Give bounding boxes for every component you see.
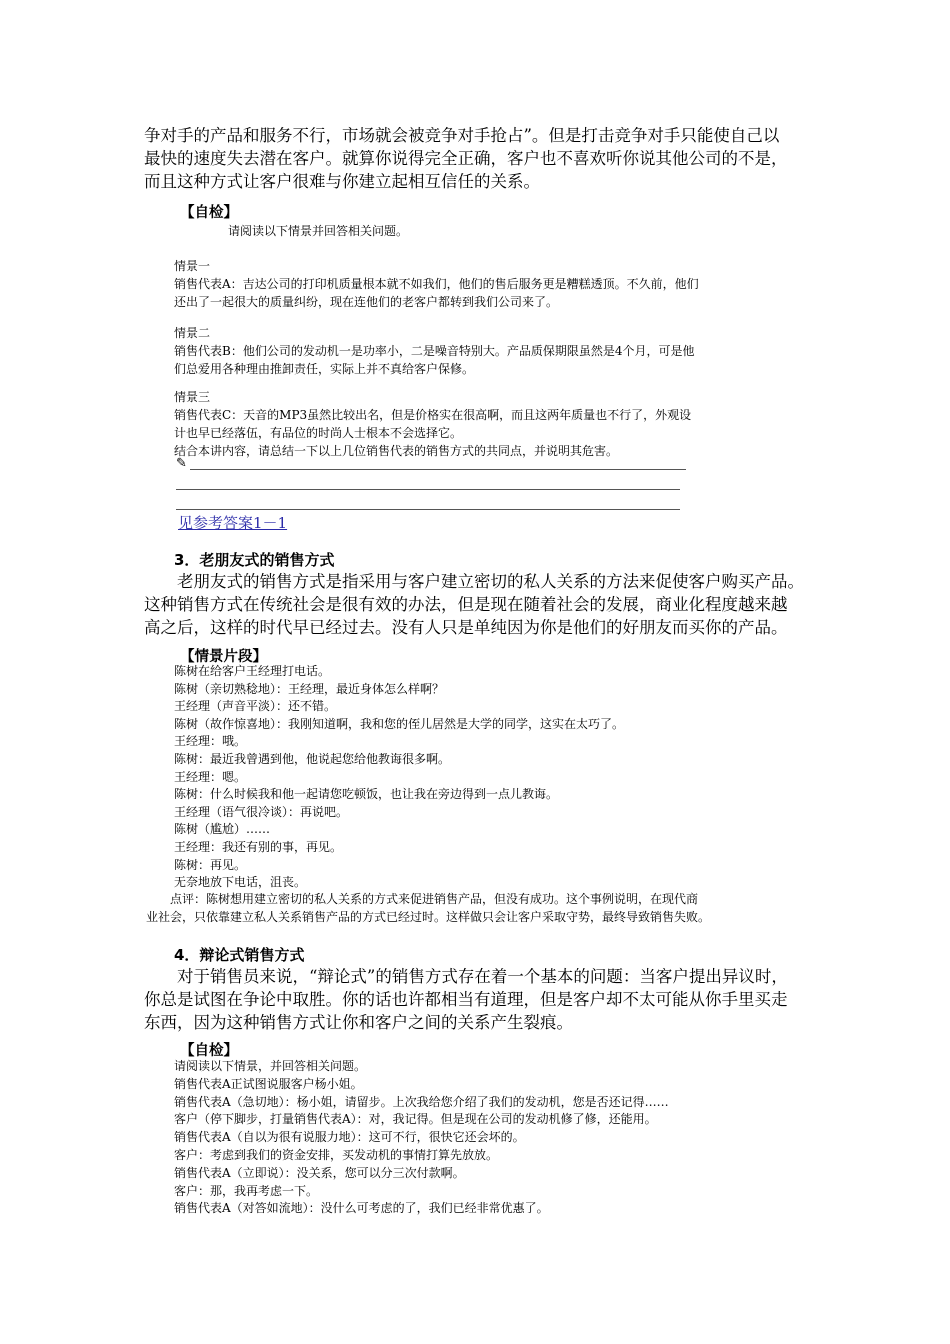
dialogue-line: 王经理（语气很冷谈）：再说吧。: [174, 804, 349, 819]
scene-three: [174, 388, 814, 460]
scene-one: [174, 257, 814, 311]
scene-title: 情景二: [174, 326, 211, 340]
dialogue-line: 销售代表A（自以为很有说服力地）：这可不行，很快它还会坏的。: [174, 1130, 525, 1145]
intro-line: 争对手的产品和服务不行，市场就会被竞争对手抢占”。但是打击竞争对手只能使自己以: [144, 126, 780, 145]
section4-line: 对于销售员来说，“辩论式”的销售方式存在着一个基本的问题：当客户提出异议时，: [177, 967, 788, 986]
dialogue-line: 客户：考虑到我们的资金安排，买发动机的事情打算先放放。: [174, 1147, 499, 1162]
comment-block: [146, 890, 822, 926]
self-check-2-dialogue: [174, 1058, 814, 1218]
self-check-heading: 【自检】: [180, 205, 238, 221]
answer-blank-line[interactable]: [190, 469, 686, 470]
section4-paragraph: [144, 965, 824, 1034]
dialogue-line: 陈树（尴尬）……: [174, 822, 271, 837]
section4-line: 东西，因为这种销售方式让你和客户之间的关系产生裂痕。: [144, 1013, 573, 1032]
scene-title: 情景一: [174, 259, 211, 273]
dialogue-line: 陈树（亲切熟稔地）：王经理，最近身体怎么样啊？: [174, 681, 445, 696]
scene-line: 们总爱用各种理由推卸责任，实际上并不真给客户保修。: [174, 362, 475, 376]
section4-heading: 4．辩论式销售方式: [174, 946, 305, 964]
answer-blank-line[interactable]: [176, 509, 680, 510]
dialogue-line: 销售代表A正试图说服客户杨小姐。: [174, 1076, 363, 1091]
dialogue-line: 客户（停下脚步，打量销售代表A）：对，我记得。但是现在公司的发动机修了修，还能用。: [174, 1112, 657, 1127]
self-check-2-heading: 【自检】: [180, 1043, 238, 1059]
pen-icon: ✎: [176, 456, 187, 471]
dialogue-line: 陈树：什么时候我和他一起请您吃顿饭，也让我在旁边得到一点儿教诲。: [174, 787, 559, 802]
section3-heading: 3．老朋友式的销售方式: [174, 551, 335, 569]
dialogue-line: 请阅读以下情景，并回答相关问题。: [174, 1059, 367, 1073]
section3-line: 老朋友式的销售方式是指采用与客户建立密切的私人关系的方法来促使客户购买产品。: [177, 572, 804, 591]
scene-line: 计也早已经落伍，有品位的时尚人士根本不会选择它。: [174, 426, 463, 440]
case-heading: 【情景片段】: [180, 649, 267, 665]
dialogue-line: 王经理：嗯。: [174, 769, 247, 784]
intro-line: 最快的速度失去潜在客户。就算你说得完全正确，客户也不喜欢听你说其他公司的不是，: [144, 149, 788, 168]
section3-paragraph: [144, 570, 824, 639]
dialogue-line: 陈树（故作惊喜地）：我刚知道啊，我和您的侄儿居然是大学的同学，这实在太巧了。: [174, 716, 625, 731]
dialogue-line: 无奈地放下电话，沮丧。: [174, 875, 307, 890]
dialogue-line: 销售代表A（立即说）：没关系，您可以分三次付款啊。: [174, 1165, 465, 1180]
comment-line: 点评：陈树想用建立密切的私人关系的方式来促进销售产品，但没有成功。这个事例说明，在现代商: [170, 892, 699, 906]
dialogue-line: 王经理：我还有别的事，再见。: [174, 839, 343, 854]
dialogue-line: 王经理（声音平淡）：还不错。: [174, 699, 337, 714]
section4-line: 你总是试图在争论中取胜。你的话也许都相当有道理，但是客户却不太可能从你手里买走: [144, 990, 788, 1009]
scene-question: 结合本讲内容，请总结一下以上几位销售代表的销售方式的共同点，并说明其危害。: [174, 444, 619, 458]
scene-line: 还出了一起很大的质量纠纷，现在连他们的老客户都转到我们公司来了。: [174, 295, 559, 309]
section3-line: 高之后，这样的时代早已经过去。没有人只是单纯因为你是他们的好朋友而买你的产品。: [144, 618, 788, 637]
scene-two: [174, 324, 814, 378]
reference-answer-link[interactable]: 见参考答案1－1: [178, 514, 288, 532]
dialogue-block: [174, 663, 814, 892]
dialogue-line: 王经理：哦。: [174, 734, 247, 749]
dialogue-line: 陈树：最近我曾遇到他，他说起您给他教诲很多啊。: [174, 751, 451, 766]
scene-line: 销售代表A：吉达公司的打印机质量根本就不如我们，他们的售后服务更是糟糕透顶。不久前，他们: [174, 277, 699, 291]
intro-paragraph: [144, 124, 824, 193]
comment-line: 业社会，只依靠建立私人关系销售产品的方式已经过时。这样做只会让客户采取守势，最终导致销售失败。: [146, 910, 711, 924]
dialogue-line: 客户：那，我再考虑一下。: [174, 1183, 319, 1198]
dialogue-line: 陈树在给客户王经理打电话。: [174, 664, 331, 678]
answer-blank-line[interactable]: [176, 489, 680, 490]
self-check-instruction: 请阅读以下情景并回答相关问题。: [228, 224, 409, 238]
scene-line: 销售代表B：他们公司的发动机一是功率小，二是噪音特别大。产品质保期限虽然是4个月，可是他: [174, 344, 695, 358]
intro-line: 而且这种方式让客户很难与你建立起相互信任的关系。: [144, 172, 540, 191]
section3-line: 这种销售方式在传统社会是很有效的办法，但是现在随着社会的发展，商业化程度越来越: [144, 595, 788, 614]
dialogue-line: 销售代表A（对答如流地）：没什么可考虑的了，我们已经非常优惠了。: [174, 1201, 549, 1216]
dialogue-line: 销售代表A（急切地）：杨小姐，请留步。上次我给您介绍了我们的发动机，您是否还记得……: [174, 1094, 669, 1109]
dialogue-line: 陈树：再见。: [174, 857, 247, 872]
scene-line: 销售代表C：天音的MP3虽然比较出名，但是价格实在很高啊，而且这两年质量也不行了，外观设: [174, 408, 692, 422]
scene-title: 情景三: [174, 390, 211, 404]
